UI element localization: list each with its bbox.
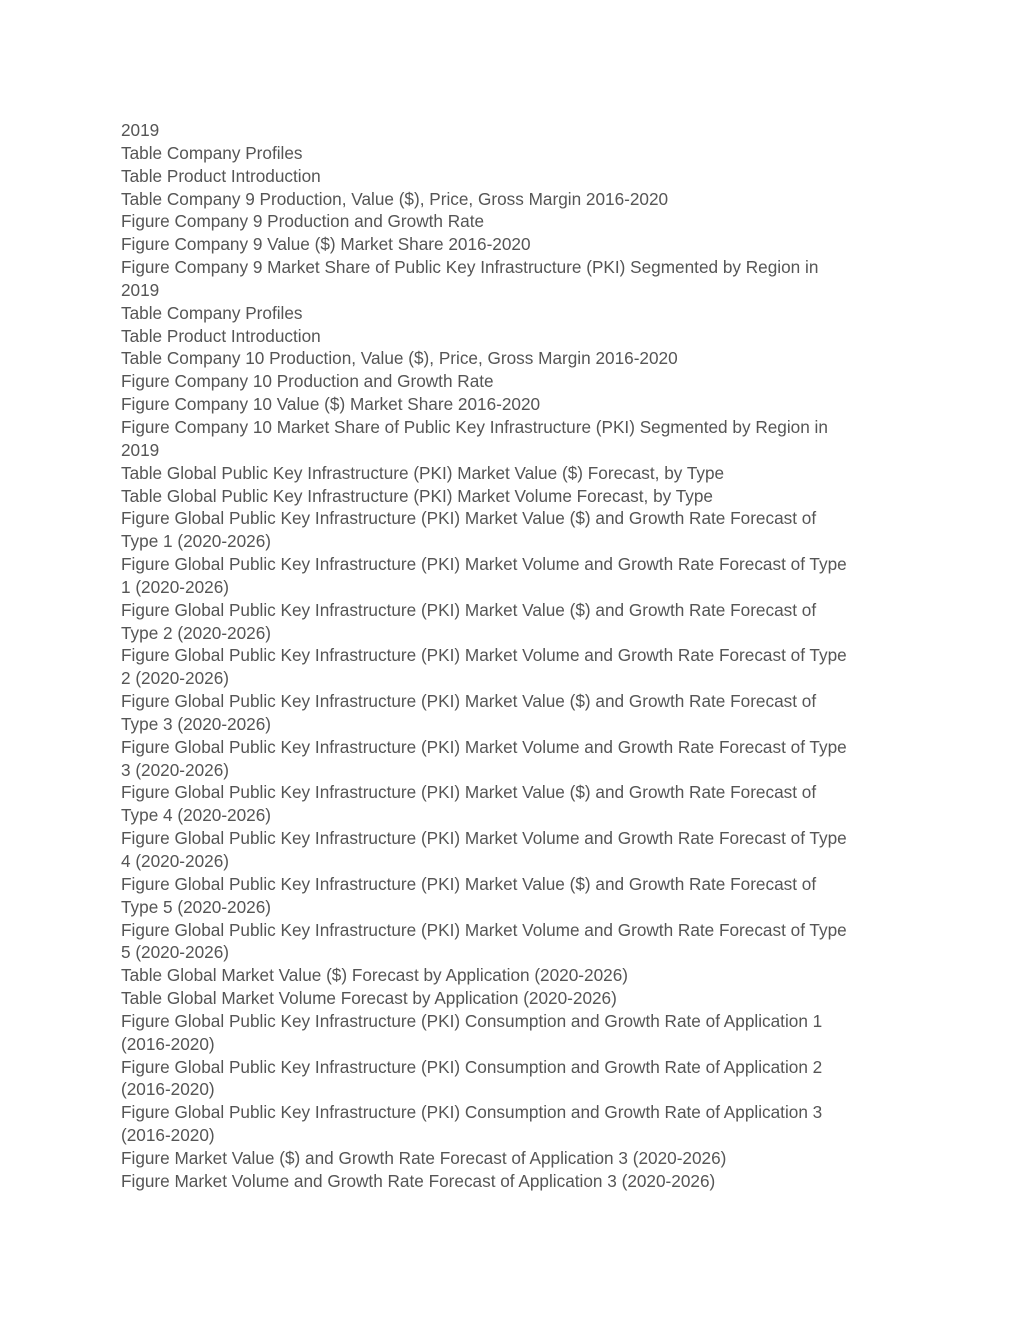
text-line: Table Global Market Value ($) Forecast by Application (2020-2026) <box>121 965 628 986</box>
text-line: Table Company Profiles <box>121 142 303 163</box>
text-line: Figure Global Public Key Infrastructure (PKI) Market Value ($) and Growth Rate Forecast of <box>121 691 817 712</box>
text-line: Table Product Introduction <box>121 325 321 346</box>
text-line: Figure Global Public Key Infrastructure (PKI) Market Value ($) and Growth Rate Forecast of <box>121 782 817 803</box>
text-line: Figure Company 9 Value ($) Market Share 2016-2020 <box>121 234 531 255</box>
text-line: Figure Global Public Key Infrastructure (PKI) Market Volume and Growth Rate Forecast of Type <box>121 554 847 575</box>
text-line: Type 2 (2020-2026) <box>121 622 272 643</box>
text-line: (2016-2020) <box>121 1033 215 1054</box>
list-of-tables-and-figures <box>121 119 911 1193</box>
text-line: 2019 <box>121 120 160 140</box>
text-line: 1 (2020-2026) <box>121 576 229 597</box>
text-line: Figure Global Public Key Infrastructure (PKI) Market Volume and Growth Rate Forecast of Type <box>121 736 847 757</box>
text-line: Figure Market Value ($) and Growth Rate Forecast of Application 3 (2020-2026) <box>121 1147 727 1168</box>
text-line: Figure Global Public Key Infrastructure (PKI) Consumption and Growth Rate of Application 2 <box>121 1056 823 1077</box>
text-line: 5 (2020-2026) <box>121 942 229 963</box>
text-line: Figure Global Public Key Infrastructure (PKI) Market Volume and Growth Rate Forecast of Type <box>121 919 847 940</box>
text-line: Table Company 9 Production, Value ($), Price, Gross Margin 2016-2020 <box>121 188 669 209</box>
text-line: 2019 <box>121 439 160 460</box>
text-line: Figure Company 9 Market Share of Public Key Infrastructure (PKI) Segmented by Region in <box>121 257 819 278</box>
text-line: 2 (2020-2026) <box>121 668 229 689</box>
text-line: Figure Global Public Key Infrastructure (PKI) Consumption and Growth Rate of Application 3 <box>121 1102 823 1123</box>
text-line: Figure Global Public Key Infrastructure (PKI) Market Value ($) and Growth Rate Forecast of <box>121 599 817 620</box>
text-line: 4 (2020-2026) <box>121 851 229 871</box>
text-line: Figure Global Public Key Infrastructure (PKI) Market Volume and Growth Rate Forecast of Type <box>121 645 847 666</box>
text-line: Type 4 (2020-2026) <box>121 805 272 826</box>
text-line: Figure Company 10 Market Share of Public Key Infrastructure (PKI) Segmented by Region in <box>121 416 828 437</box>
text-line: 3 (2020-2026) <box>121 759 229 780</box>
text-line: Figure Company 10 Value ($) Market Share 2016-2020 <box>121 394 541 415</box>
text-line: Type 3 (2020-2026) <box>121 713 272 734</box>
text-line: Figure Global Public Key Infrastructure (PKI) Market Volume and Growth Rate Forecast of Type <box>121 828 847 849</box>
text-line: Figure Market Volume and Growth Rate Forecast of Application 3 (2020-2026) <box>121 1170 716 1191</box>
text-line: 2019 <box>121 279 160 300</box>
text-line: Figure Company 9 Production and Growth Rate <box>121 211 485 232</box>
text-line: Table Global Market Volume Forecast by Application (2020-2026) <box>121 988 617 1009</box>
document-page <box>121 119 911 1193</box>
text-line: Table Global Public Key Infrastructure (PKI) Market Volume Forecast, by Type <box>121 485 713 506</box>
text-line: Figure Company 10 Production and Growth Rate <box>121 371 494 392</box>
text-line: Table Company 10 Production, Value ($), Price, Gross Margin 2016-2020 <box>121 348 678 369</box>
text-line: Type 5 (2020-2026) <box>121 896 272 917</box>
text-line: Table Company Profiles <box>121 302 303 323</box>
text-line: Table Product Introduction <box>121 165 321 186</box>
text-line: Figure Global Public Key Infrastructure (PKI) Consumption and Growth Rate of Application 1 <box>121 1010 823 1031</box>
text-line: Type 1 (2020-2026) <box>121 531 272 552</box>
text-line: (2016-2020) <box>121 1079 215 1100</box>
text-line: Table Global Public Key Infrastructure (PKI) Market Value ($) Forecast, by Type <box>121 462 725 483</box>
text-line: (2016-2020) <box>121 1125 215 1146</box>
text-line: Figure Global Public Key Infrastructure (PKI) Market Value ($) and Growth Rate Forecast of <box>121 873 817 894</box>
text-line: Figure Global Public Key Infrastructure (PKI) Market Value ($) and Growth Rate Forecast of <box>121 508 817 529</box>
